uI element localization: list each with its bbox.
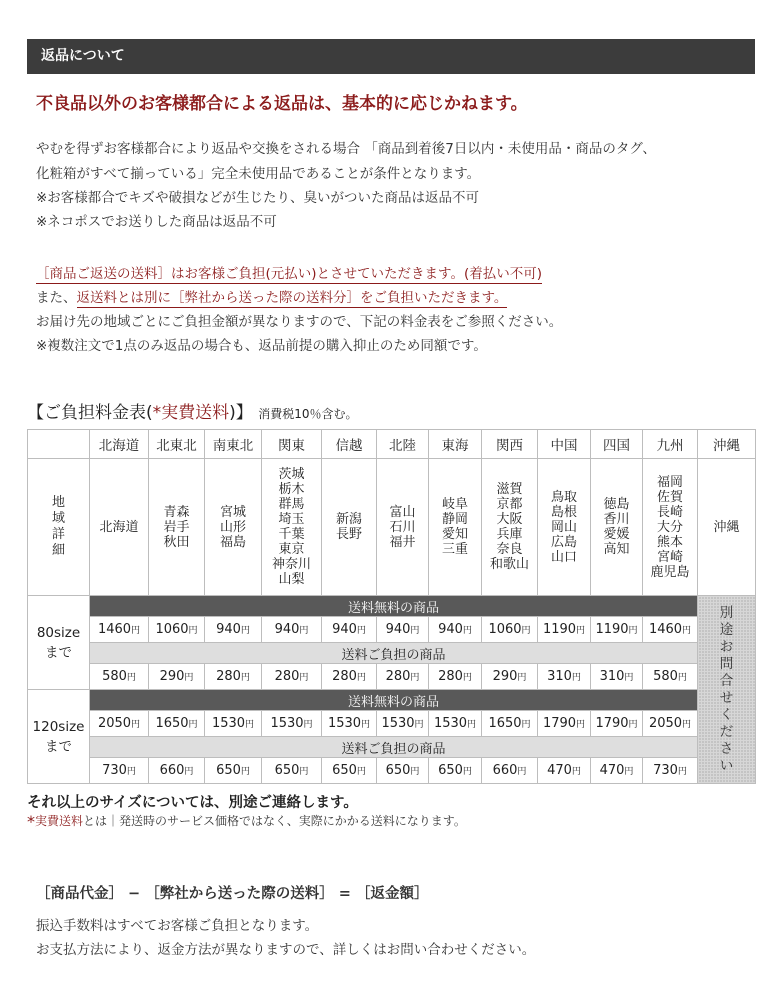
prefecture-name: 広島 <box>550 534 577 550</box>
yen-unit: 円 <box>467 720 477 730</box>
yen-unit: 円 <box>356 767 366 777</box>
price-value: 1460 <box>97 622 132 637</box>
prefecture-name: 山口 <box>550 549 577 565</box>
yen-unit: 円 <box>410 673 420 683</box>
shipping-fee-table <box>27 429 756 784</box>
price-cell <box>591 664 643 690</box>
size-label-value: 120size <box>32 718 85 735</box>
price-value: 1060 <box>155 622 189 637</box>
prefecture-name: 岡山 <box>550 519 577 535</box>
okinawa-inquiry-text: 別途お問合せください <box>719 604 734 774</box>
yen-unit: 円 <box>517 673 527 683</box>
prefecture-cell <box>482 459 538 596</box>
price-value: 1190 <box>595 622 629 637</box>
section-title: 返品について <box>27 39 755 74</box>
price-value: 1650 <box>488 716 522 731</box>
prefecture-cell <box>149 459 205 596</box>
price-cell <box>429 664 482 690</box>
prefecture-name: 愛媛 <box>603 527 630 542</box>
price-cell <box>322 758 377 784</box>
paid-shipping-band: 送料ご負担の商品 <box>90 737 698 758</box>
price-cell <box>205 758 262 784</box>
prefecture-name: 栃木 <box>278 482 305 497</box>
prefecture-name: 徳島 <box>603 497 630 512</box>
price-value: 1790 <box>542 716 577 731</box>
prefecture-name: 北海道 <box>99 519 139 535</box>
fee-table-title-suffix: )】 <box>229 403 253 423</box>
yen-unit: 円 <box>356 673 366 683</box>
prefecture-name: 山形 <box>219 519 246 535</box>
yen-unit: 円 <box>245 720 255 730</box>
footnote-term: 実費送料 <box>35 814 84 828</box>
price-cell <box>205 711 262 737</box>
prefecture-name: 岐阜 <box>441 497 468 512</box>
corner-cell <box>28 430 90 459</box>
prefecture-name: 宮崎 <box>656 549 683 565</box>
yen-unit: 円 <box>682 626 692 636</box>
price-value: 280 <box>274 669 300 684</box>
yen-unit: 円 <box>126 767 136 777</box>
prefecture-name: 香川 <box>603 512 630 527</box>
prefecture-name: 岩手 <box>163 519 190 535</box>
yen-unit: 円 <box>240 673 250 683</box>
region-header-row <box>28 430 756 459</box>
price-value: 2050 <box>648 716 683 731</box>
yen-unit: 円 <box>356 626 366 636</box>
price-cell <box>377 758 429 784</box>
prefecture-cell <box>538 459 591 596</box>
yen-unit: 円 <box>414 720 424 730</box>
yen-unit: 円 <box>462 626 472 636</box>
payment-line-2: お支払方法により、返金方法が異なりますので、詳しくはお問い合わせください。 <box>36 942 536 958</box>
price-cell <box>90 617 149 643</box>
region-header: 沖縄 <box>698 430 756 459</box>
prefecture-cell <box>205 459 262 596</box>
price-cell <box>322 664 377 690</box>
price-cell <box>643 617 698 643</box>
region-detail-label <box>28 459 90 596</box>
price-cell <box>149 617 205 643</box>
prefecture-name: 東京 <box>278 542 305 557</box>
price-value: 940 <box>332 622 357 637</box>
prefecture-name: 島根 <box>550 504 577 520</box>
prefecture-name: 熊本 <box>656 534 683 550</box>
yen-unit: 円 <box>571 767 581 777</box>
price-cell <box>429 711 482 737</box>
region-header: 南東北 <box>205 430 262 459</box>
price-value: 1060 <box>488 622 522 637</box>
price-cell <box>149 711 205 737</box>
price-cell <box>377 617 429 643</box>
price-cell <box>262 617 322 643</box>
prefecture-row <box>28 459 756 596</box>
paid-price-row <box>28 758 756 784</box>
prefecture-name: 埼玉 <box>278 512 305 527</box>
yen-unit: 円 <box>131 626 141 636</box>
price-value: 1790 <box>595 716 629 731</box>
prefecture-cell <box>698 459 756 596</box>
yen-unit: 円 <box>624 767 634 777</box>
price-cell <box>482 664 538 690</box>
original-shipping-note <box>36 286 507 310</box>
footnote <box>27 812 466 831</box>
prefecture-name: 三重 <box>441 542 468 557</box>
price-cell <box>591 711 643 737</box>
yen-unit: 円 <box>462 673 472 683</box>
fee-table-title-accent: *実費送料 <box>152 403 230 423</box>
prefecture-cell <box>377 459 429 596</box>
price-value: 650 <box>332 763 357 778</box>
price-value: 1530 <box>327 716 362 731</box>
free-shipping-band: 送料無料の商品 <box>90 596 698 617</box>
conditions-line-1: やむを得ずお客様都合により返品や交換をされる場合 「商品到着後7日以内・未使用品・商品のタグ、 <box>36 141 656 157</box>
region-header: 関西 <box>482 430 538 459</box>
paid-price-row <box>28 664 756 690</box>
price-cell <box>643 664 698 690</box>
prefecture-name: 山梨 <box>278 572 305 587</box>
return-shipping-note <box>36 262 542 286</box>
price-value: 580 <box>102 669 127 684</box>
yen-unit: 円 <box>184 673 194 683</box>
prefecture-name: 宮城 <box>219 504 246 520</box>
prefecture-name: 佐賀 <box>656 489 683 505</box>
price-value: 1460 <box>648 622 683 637</box>
prefecture-name: 千葉 <box>278 527 305 542</box>
yen-unit: 円 <box>410 767 420 777</box>
price-cell <box>205 664 262 690</box>
yen-unit: 円 <box>624 673 634 683</box>
prefecture-cell <box>322 459 377 596</box>
price-cell <box>538 664 591 690</box>
prefecture-name: 群馬 <box>278 497 305 512</box>
price-value: 310 <box>547 669 572 684</box>
yen-unit: 円 <box>240 626 250 636</box>
price-cell <box>591 617 643 643</box>
region-header: 北陸 <box>377 430 429 459</box>
footnote-asterisk: * <box>27 812 35 831</box>
prefecture-name: 富山 <box>389 504 416 520</box>
region-header: 関東 <box>262 430 322 459</box>
price-cell <box>322 617 377 643</box>
region-header: 北東北 <box>149 430 205 459</box>
fee-table-title-prefix: 【ご負担料金表( <box>27 403 153 423</box>
yen-unit: 円 <box>521 626 531 636</box>
price-cell <box>429 758 482 784</box>
size-label-suffix: まで <box>45 738 72 755</box>
price-cell <box>262 711 322 737</box>
size-label <box>28 596 90 690</box>
region-header: 四国 <box>591 430 643 459</box>
yen-unit: 円 <box>462 767 472 777</box>
prefecture-name: 石川 <box>389 519 416 535</box>
price-value: 650 <box>216 763 241 778</box>
price-cell <box>377 664 429 690</box>
prefecture-name: 高知 <box>603 542 630 557</box>
yen-unit: 円 <box>682 720 692 730</box>
yen-unit: 円 <box>299 673 309 683</box>
yen-unit: 円 <box>576 720 586 730</box>
price-value: 730 <box>653 763 678 778</box>
free-shipping-band: 送料無料の商品 <box>90 690 698 711</box>
fee-table-title <box>27 398 357 423</box>
price-value: 470 <box>547 763 572 778</box>
prefecture-name: 愛知 <box>441 527 468 542</box>
footnote-text: とは｜発送時のサービス価格ではなく、実際にかかる送料になります。 <box>83 814 466 828</box>
price-cell <box>205 617 262 643</box>
price-value: 1530 <box>270 716 304 731</box>
size-label-value: 80size <box>36 624 81 641</box>
price-value: 650 <box>385 763 411 778</box>
region-detail-label-text: 地域詳細 <box>51 495 65 558</box>
price-value: 940 <box>274 622 300 637</box>
conditions-line-3: ※お客様都合でキズや破損などが生じたり、臭いがついた商品は返品不可 <box>36 190 480 206</box>
band-row <box>28 737 756 758</box>
price-value: 940 <box>385 622 411 637</box>
yen-unit: 円 <box>299 626 309 636</box>
price-value: 1190 <box>542 622 577 637</box>
refund-formula: ［商品代金］ − ［弊社から送った際の送料］ = ［返金額］ <box>36 886 429 902</box>
price-cell <box>429 617 482 643</box>
prefecture-name: 福井 <box>389 534 416 550</box>
prefecture-name: 茨城 <box>278 467 305 482</box>
price-cell <box>538 758 591 784</box>
price-value: 940 <box>438 622 463 637</box>
larger-sizes-note: それ以上のサイズについては、別途ご連絡します。 <box>27 795 358 811</box>
size-label <box>28 690 90 784</box>
price-value: 280 <box>216 669 241 684</box>
yen-unit: 円 <box>299 767 309 777</box>
price-cell <box>482 617 538 643</box>
prefecture-name: 福岡 <box>656 474 683 490</box>
price-cell <box>482 711 538 737</box>
prefecture-cell <box>591 459 643 596</box>
price-value: 650 <box>274 763 300 778</box>
band-row <box>28 596 756 617</box>
prefecture-cell <box>262 459 322 596</box>
headline: 不良品以外のお客様都合による返品は、基本的に応じかねます。 <box>36 94 528 114</box>
price-value: 310 <box>599 669 625 684</box>
prefecture-name: 長野 <box>335 527 362 542</box>
multi-order-note: ※複数注文で1点のみ返品の場合も、返品前提の購入抑止のため同額です。 <box>36 338 487 354</box>
return-shipping-note-text: ［商品ご返送の送料］はお客様ご負担(元払い)とさせていただきます。(着払い不可) <box>36 266 542 282</box>
prefecture-cell <box>643 459 698 596</box>
yen-unit: 円 <box>571 673 581 683</box>
price-cell <box>90 758 149 784</box>
price-value: 660 <box>159 763 185 778</box>
price-cell <box>482 758 538 784</box>
prefecture-name: 鹿児島 <box>650 564 690 580</box>
price-value: 580 <box>653 669 678 684</box>
prefecture-name: 鳥取 <box>550 489 577 505</box>
prefecture-name: 新潟 <box>335 512 362 527</box>
yen-unit: 円 <box>131 720 141 730</box>
yen-unit: 円 <box>576 626 586 636</box>
region-header: 九州 <box>643 430 698 459</box>
free-price-row <box>28 617 756 643</box>
conditions-line-4: ※ネコポスでお送りした商品は返品不可 <box>36 214 277 230</box>
tax-note: 消費税10％含む。 <box>258 407 358 421</box>
price-cell <box>643 758 698 784</box>
price-value: 1530 <box>211 716 246 731</box>
price-value: 660 <box>492 763 518 778</box>
price-cell <box>149 758 205 784</box>
price-cell <box>538 617 591 643</box>
yen-unit: 円 <box>628 626 638 636</box>
region-header: 北海道 <box>90 430 149 459</box>
prefecture-name: 滋賀 <box>496 482 523 497</box>
price-cell <box>538 711 591 737</box>
price-value: 280 <box>332 669 357 684</box>
prefecture-name: 神奈川 <box>271 557 311 572</box>
price-value: 290 <box>492 669 518 684</box>
band-row <box>28 690 756 711</box>
price-cell <box>262 664 322 690</box>
prefecture-name: 奈良 <box>496 542 523 557</box>
price-value: 1650 <box>155 716 189 731</box>
original-shipping-highlight: 返送料とは別に［弊社から送った際の送料分］をご負担いただきます。 <box>76 290 508 306</box>
price-value: 730 <box>102 763 127 778</box>
yen-unit: 円 <box>126 673 136 683</box>
price-value: 940 <box>216 622 241 637</box>
price-value: 280 <box>385 669 411 684</box>
conditions-line-2: 化粧箱がすべて揃っている」完全未使用品であることが条件となります。 <box>36 166 481 182</box>
yen-unit: 円 <box>628 720 638 730</box>
yen-unit: 円 <box>361 720 371 730</box>
prefecture-name: 秋田 <box>163 534 190 550</box>
price-value: 280 <box>438 669 463 684</box>
yen-unit: 円 <box>521 720 531 730</box>
price-value: 1530 <box>433 716 468 731</box>
yen-unit: 円 <box>410 626 420 636</box>
price-value: 470 <box>599 763 625 778</box>
prefecture-cell <box>90 459 149 596</box>
prefecture-name: 和歌山 <box>489 557 529 572</box>
yen-unit: 円 <box>677 767 687 777</box>
region-fee-note: お届け先の地域ごとにご負担金額が異なりますので、下記の料金表をご参照ください。 <box>36 314 563 330</box>
price-cell <box>643 711 698 737</box>
band-row <box>28 643 756 664</box>
price-value: 1530 <box>381 716 415 731</box>
size-label-suffix: まで <box>45 644 72 661</box>
price-value: 2050 <box>97 716 132 731</box>
prefecture-cell <box>429 459 482 596</box>
yen-unit: 円 <box>240 767 250 777</box>
yen-unit: 円 <box>188 626 198 636</box>
yen-unit: 円 <box>677 673 687 683</box>
prefecture-name: 静岡 <box>441 512 468 527</box>
okinawa-inquiry-cell <box>698 596 756 784</box>
price-value: 290 <box>159 669 185 684</box>
region-header: 東海 <box>429 430 482 459</box>
price-cell <box>90 711 149 737</box>
price-cell <box>591 758 643 784</box>
price-cell <box>377 711 429 737</box>
price-value: 650 <box>438 763 463 778</box>
yen-unit: 円 <box>188 720 198 730</box>
prefecture-name: 福島 <box>219 534 246 550</box>
yen-unit: 円 <box>517 767 527 777</box>
price-cell <box>90 664 149 690</box>
yen-unit: 円 <box>303 720 313 730</box>
yen-unit: 円 <box>184 767 194 777</box>
price-cell <box>262 758 322 784</box>
price-cell <box>149 664 205 690</box>
prefecture-name: 青森 <box>163 504 190 520</box>
prefecture-name: 兵庫 <box>496 527 523 542</box>
payment-line-1: 振込手数料はすべてお客様ご負担となります。 <box>36 918 319 934</box>
prefecture-name: 京都 <box>496 497 523 512</box>
prefecture-name: 大分 <box>656 519 683 535</box>
paid-shipping-band: 送料ご負担の商品 <box>90 643 698 664</box>
prefecture-name: 沖縄 <box>713 519 740 535</box>
prefecture-name: 大阪 <box>496 512 523 527</box>
free-price-row <box>28 711 756 737</box>
region-header: 中国 <box>538 430 591 459</box>
price-cell <box>322 711 377 737</box>
original-shipping-prefix: また、 <box>36 290 77 306</box>
prefecture-name: 長崎 <box>656 504 683 520</box>
region-header: 信越 <box>322 430 377 459</box>
